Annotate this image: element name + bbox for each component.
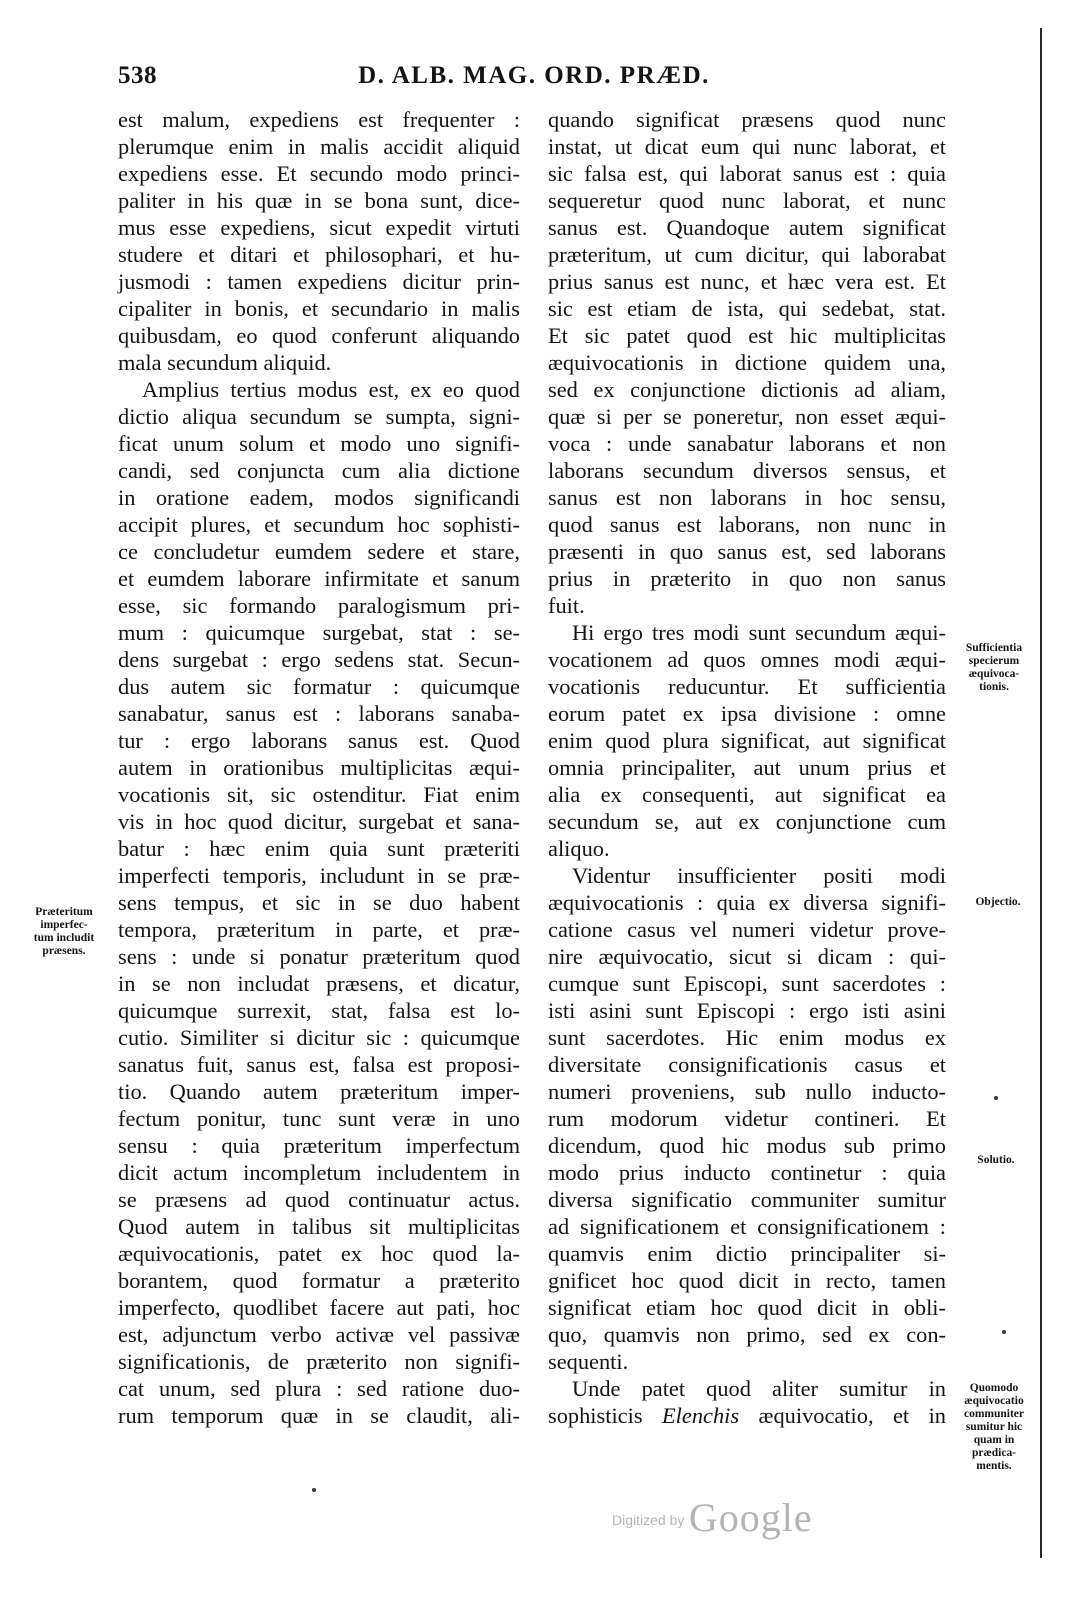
left-text-column: [118, 106, 520, 1429]
text-line: enim quod plura significat, aut significat: [548, 728, 946, 753]
speck: [994, 1096, 998, 1100]
text-line: est malum, expediens est frequenter :: [118, 107, 520, 132]
text-line: sanabatur, sanus est : laborans sanaba-: [118, 701, 520, 726]
text-line: mala secundum aliquid.: [118, 350, 332, 375]
text-line: sanus est. Quandoque autem significat: [548, 215, 946, 240]
text-line: quamvis enim dictio principaliter si-: [548, 1241, 946, 1266]
text-line: nire æquivocatio, sicut si dicam : qui-: [548, 944, 946, 969]
text-line: quibusdam, eo quod conferunt aliquando: [118, 323, 520, 348]
text-line: præteritum, ut cum dicitur, qui laborabat: [548, 242, 946, 267]
text-line: vocationis sit, sic ostenditur. Fiat enim: [118, 782, 520, 807]
text-line: fuit.: [548, 593, 585, 618]
speck: [1002, 1330, 1006, 1334]
text-line: quicumque surrexit, stat, falsa est lo-: [118, 998, 520, 1023]
text-line: sensu : quia præteritum imperfectum: [118, 1133, 520, 1158]
margin-note-line: æquivocatio: [964, 1395, 1024, 1407]
text-line: vis in hoc quod dicitur, surgebat et sana-: [118, 809, 520, 834]
text-line: catione casus vel numeri videtur prove-: [548, 917, 946, 942]
margin-note-line: communiter: [963, 1408, 1025, 1420]
text-line: æquivocationis in dictione quidem una,: [548, 350, 946, 375]
text-line: candi, sed conjuncta cum alia dictione: [118, 458, 520, 483]
text-line: batur : hæc enim quia sunt præteriti: [118, 836, 520, 861]
text-line: sic falsa est, qui laborat sanus est : quia: [548, 161, 946, 186]
text-line: quod sanus est laborans, non nunc in: [548, 512, 946, 537]
text-line: quando significat præsens quod nunc: [548, 107, 946, 132]
margin-note-line: mentis.: [976, 1460, 1012, 1472]
digitized-watermark: [612, 1494, 813, 1541]
text-line: est, adjunctum verbo activæ vel passivæ: [118, 1322, 520, 1347]
margin-note-line: prædica-: [971, 1447, 1017, 1459]
text-line: laborans secundum diversos sensus, et: [548, 458, 946, 483]
text-line: sophisticis Elenchis æquivocatio, et in: [548, 1403, 946, 1428]
text-line: Unde patet quod aliter sumitur in: [572, 1376, 946, 1401]
margin-note-sufficientia: [954, 642, 1034, 694]
margin-note-line: quam in: [973, 1434, 1015, 1446]
text-line: prius sanus est nunc, et hæc vera est. Et: [548, 269, 946, 294]
text-line: imperfecto, quodlibet facere aut pati, hoc: [118, 1295, 520, 1320]
text-line: sanus est non laborans in hoc sensu,: [548, 485, 946, 510]
text-line: vocationis reducuntur. Et sufficientia: [548, 674, 946, 699]
text-line: alia ex consequenti, aut significat ea: [548, 782, 946, 807]
page-edge-rule: [1040, 28, 1042, 1558]
text-line: secundum se, aut ex conjunctione cum: [548, 809, 946, 834]
margin-note-line: specierum: [968, 655, 1020, 667]
text-line: cutio. Similiter si dicitur sic : quicumque: [118, 1025, 520, 1050]
text-line: mus esse expediens, sicut expedit virtuti: [118, 215, 520, 240]
text-line: studere et ditari et philosophari, et hu-: [118, 242, 520, 267]
text-line: ficat unum solum et modo uno signifi-: [118, 431, 520, 456]
text-line: instat, ut dicat eum qui nunc laborat, et: [548, 134, 946, 159]
margin-note-line: Quomodo: [969, 1382, 1019, 1394]
text-line: cipaliter in bonis, et secundario in malis: [118, 296, 520, 321]
text-line: imperfecti temporis, includunt in se præ-: [118, 863, 520, 888]
text-line: borantem, quod formatur a præterito: [118, 1268, 520, 1293]
text-line: mum : quicumque surgebat, stat : se-: [118, 620, 520, 645]
text-line: cumque sunt Episcopi, sunt sacerdotes :: [548, 971, 946, 996]
page-number: 538: [118, 62, 157, 89]
margin-note-line: æquivoca-: [968, 668, 1020, 680]
text-line: aliquo.: [548, 836, 610, 861]
text-line: gnificet hoc quod dicit in recto, tamen: [548, 1268, 946, 1293]
text-line: ce concludetur eumdem sedere et stare,: [118, 539, 520, 564]
margin-note-line: præsens.: [42, 945, 86, 957]
margin-note-quomodo: [952, 1382, 1036, 1473]
text-line: omnia principaliter, aut unum prius et: [548, 755, 946, 780]
text-line: Amplius tertius modus est, ex eo quod: [142, 377, 520, 402]
text-line: Quod autem in talibus sit multiplicitas: [118, 1214, 520, 1239]
text-line: isti asini sunt Episcopi : ergo isti asini: [548, 998, 946, 1023]
text-line: plerumque enim in malis accidit aliquid: [118, 134, 520, 159]
text-line: dicendum, quod hic modus sub primo: [548, 1133, 946, 1158]
text-line: cat unum, sed plura : sed ratione duo-: [118, 1376, 520, 1401]
text-line: æquivocationis, patet ex hoc quod la-: [118, 1241, 520, 1266]
italic-title: Elenchis: [661, 1403, 740, 1428]
margin-note-line: tum includit: [33, 932, 95, 944]
text-line: sequenti.: [548, 1349, 629, 1374]
text-line: sed ex conjunctione dictionis ad aliam,: [548, 377, 946, 402]
text-line: tempora, præteritum in parte, et præ-: [118, 917, 520, 942]
margin-note-line: imperfec-: [40, 919, 88, 931]
text-line: rum modorum videtur contineri. Et: [548, 1106, 946, 1131]
text-line: diversa significatio communiter sumitur: [548, 1187, 946, 1212]
text-line: dicit actum incompletum includentem in: [118, 1160, 520, 1185]
text-line: tio. Quando autem præteritum imper-: [118, 1079, 520, 1104]
text-line: præsenti in quo sanus est, sed laborans: [548, 539, 946, 564]
margin-note-objectio: [958, 896, 1038, 909]
text-line: dus autem sic formatur : quicumque: [118, 674, 520, 699]
margin-note-line: sumitur hic: [965, 1421, 1023, 1433]
margin-note-line: Sufficientia: [965, 642, 1023, 654]
text-line: sanatus fuit, sanus est, falsa est proposi-: [118, 1052, 520, 1077]
text-line: numeri proveniens, sub nullo inducto-: [548, 1079, 946, 1104]
text-line: vocationem ad quos omnes modi æqui-: [548, 647, 946, 672]
text-line: sens : unde si ponatur præteritum quod: [118, 944, 520, 969]
margin-note-line: Præteritum: [35, 906, 93, 918]
text-line: dens surgebat : ergo sedens stat. Secun-: [118, 647, 520, 672]
text-line: jusmodi : tamen expediens dicitur prin-: [118, 269, 520, 294]
text-line: diversitate consignificationis casus et: [548, 1052, 946, 1077]
text-line: fectum ponitur, tunc sunt veræ in uno: [118, 1106, 520, 1131]
text-line: in se non includat præsens, et dicatur,: [118, 971, 520, 996]
text-line: sens tempus, et sic in se duo habent: [118, 890, 520, 915]
text-line: sequeretur quod nunc laborat, et nunc: [548, 188, 946, 213]
text-line: quo, quamvis non primo, sed ex con-: [548, 1322, 946, 1347]
margin-note-line: tionis.: [979, 681, 1009, 693]
text-line: se præsens ad quod continuatur actus.: [118, 1187, 520, 1212]
text-line: expediens esse. Et secundo modo princi-: [118, 161, 520, 186]
running-title: D. ALB. MAG. ORD. PRÆD.: [358, 62, 710, 89]
text-line: accipit plures, et secundum hoc sophisti-: [118, 512, 520, 537]
text-line: æquivocationis : quia ex diversa signifi-: [548, 890, 946, 915]
text-line: significationis, de præterito non signifi-: [118, 1349, 520, 1374]
text-line: ad significationem et consignificationem :: [548, 1214, 946, 1239]
google-logo: Google: [688, 1495, 813, 1540]
watermark-prefix: Digitized by: [612, 1512, 685, 1528]
text-line: Hi ergo tres modi sunt secundum æqui-: [572, 620, 946, 645]
text-line: significat etiam hoc quod dicit in obli-: [548, 1295, 946, 1320]
speck: [312, 1488, 316, 1492]
margin-note-solutio: [958, 1154, 1034, 1167]
margin-note-line: Solutio.: [977, 1154, 1015, 1166]
text-line: prius in præterito in quo non sanus: [548, 566, 946, 591]
text-line: voca : unde sanabatur laborans et non: [548, 431, 946, 456]
right-text-column: [548, 106, 946, 1429]
text-line: quæ si per se poneretur, non esset æqui-: [548, 404, 946, 429]
margin-note-praeteritum: [16, 906, 112, 958]
text-line: Videntur insufficienter positi modi: [572, 863, 946, 888]
text-line: tur : ergo laborans sanus est. Quod: [118, 728, 520, 753]
text-line: rum temporum quæ in se claudit, ali-: [118, 1403, 520, 1428]
margin-note-line: Objectio.: [975, 896, 1021, 908]
text-line: Et sic patet quod est hic multiplicitas: [548, 323, 946, 348]
text-line: sunt sacerdotes. Hic enim modus ex: [548, 1025, 946, 1050]
text-line: in oratione eadem, modos significandi: [118, 485, 520, 510]
text-line: esse, sic formando paralogismum pri-: [118, 593, 520, 618]
text-line: sic est etiam de ista, qui sedebat, stat.: [548, 296, 946, 321]
text-line: dictio aliqua secundum se sumpta, signi-: [118, 404, 520, 429]
text-line: eorum patet ex ipsa divisione : omne: [548, 701, 946, 726]
text-line: modo prius inducto continetur : quia: [548, 1160, 946, 1185]
text-line: autem in orationibus multiplicitas æqui-: [118, 755, 520, 780]
text-line: et eumdem laborare infirmitate et sanum: [118, 566, 520, 591]
text-line: paliter in his quæ in se bona sunt, dice-: [118, 188, 520, 213]
